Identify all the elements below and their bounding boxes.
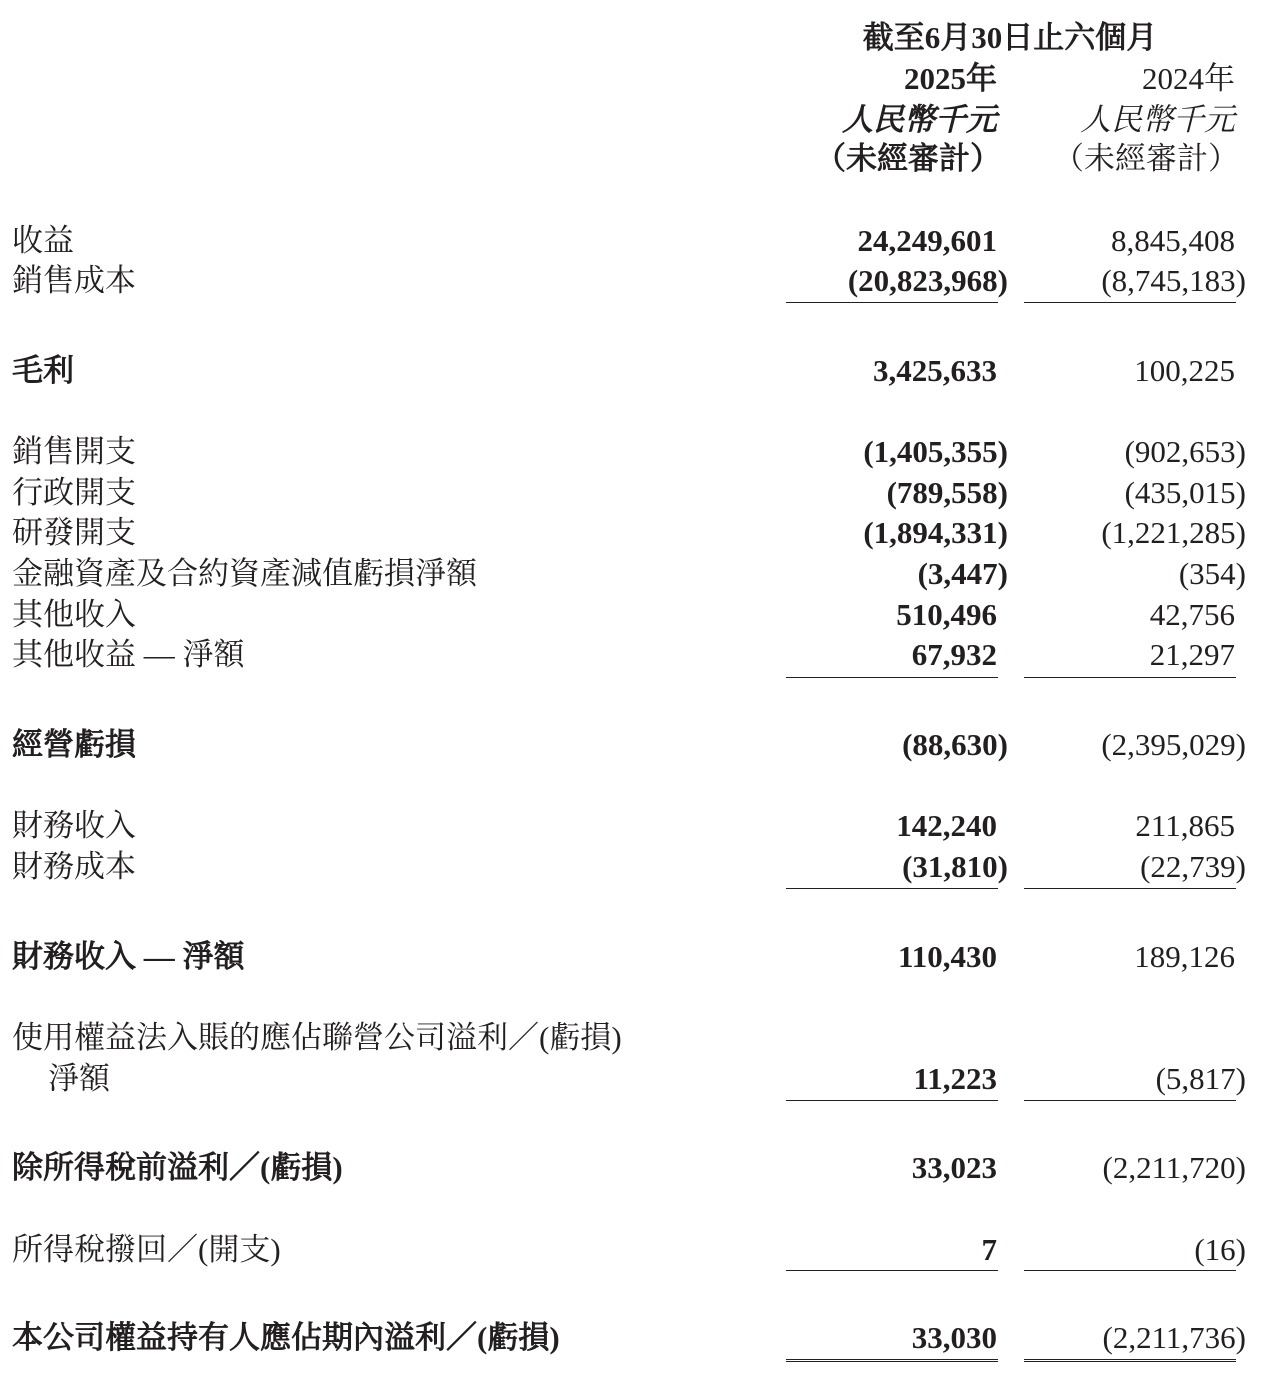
total-double-rule-2025 xyxy=(786,1359,998,1365)
row-label-share-of-associates: 使用權益法入賬的應佔聯營公司溢利／(虧損) xyxy=(12,1020,622,1055)
value-2024-impairment-losses: (354) xyxy=(1178,556,1246,591)
value-2025-profit-for-period: 33,030 xyxy=(911,1320,997,1355)
value-2024-finance-costs: (22,739) xyxy=(1140,849,1246,884)
value-2025-finance-income: 142,240 xyxy=(896,808,997,843)
value-2025-other-gains-net: 67,932 xyxy=(911,637,997,672)
value-2025-admin-expenses: (789,558) xyxy=(886,475,1008,510)
value-2024-finance-income: 211,865 xyxy=(1135,808,1235,843)
row-label-impairment-losses: 金融資產及合約資產減值虧損淨額 xyxy=(12,556,477,591)
value-2025-gross-profit: 3,425,633 xyxy=(873,353,997,388)
col-2024-note: （未經審計） xyxy=(1053,141,1239,176)
value-2025-rnd-expenses: (1,894,331) xyxy=(863,515,1008,550)
value-2024-gross-profit: 100,225 xyxy=(1134,353,1235,388)
row-label-revenue: 收益 xyxy=(12,223,74,258)
row-label-profit-for-period: 本公司權益持有人應佔期內溢利／(虧損) xyxy=(12,1320,560,1355)
value-2024-profit-before-tax: (2,211,720) xyxy=(1102,1150,1246,1185)
col-2024-year: 2024年 xyxy=(1142,61,1235,96)
value-2025-operating-loss: (88,630) xyxy=(902,727,1008,762)
value-2025-other-income: 510,496 xyxy=(896,597,997,632)
value-2024-selling-expenses: (902,653) xyxy=(1124,434,1246,469)
col-2024-currency: 人民幣千元 xyxy=(1080,102,1235,137)
subtotal-rule-2025 xyxy=(786,1270,998,1271)
subtotal-rule-2024 xyxy=(1024,1100,1236,1101)
value-2025-profit-before-tax: 33,023 xyxy=(911,1150,997,1185)
col-2025-currency: 人民幣千元 xyxy=(842,102,997,137)
row-label-finance-income-net: 財務收入 — 淨額 xyxy=(12,939,245,974)
value-2025-selling-expenses: (1,405,355) xyxy=(863,434,1008,469)
value-2025-finance-costs: (31,810) xyxy=(902,849,1008,884)
row-label-other-gains-net: 其他收益 — 淨額 xyxy=(12,637,245,672)
subtotal-rule-2025 xyxy=(786,677,998,678)
subtotal-rule-2024 xyxy=(1024,1270,1236,1271)
subtotal-rule-2025 xyxy=(786,1100,998,1101)
value-2024-revenue: 8,845,408 xyxy=(1111,223,1235,258)
row-label-admin-expenses: 行政開支 xyxy=(12,475,136,510)
value-2024-other-gains-net: 21,297 xyxy=(1149,637,1235,672)
value-2024-cost-of-sales: (8,745,183) xyxy=(1101,263,1246,298)
subtotal-rule-2024 xyxy=(1024,677,1236,678)
row-label-operating-loss: 經營虧損 xyxy=(12,727,136,762)
value-2025-finance-income-net: 110,430 xyxy=(897,939,997,974)
row-label-finance-income: 財務收入 xyxy=(12,808,136,843)
row-label-selling-expenses: 銷售開支 xyxy=(12,434,136,469)
value-2024-admin-expenses: (435,015) xyxy=(1124,475,1246,510)
row-label-finance-costs: 財務成本 xyxy=(12,849,136,884)
value-2025-revenue: 24,249,601 xyxy=(857,223,997,258)
value-2025-income-tax: 7 xyxy=(981,1232,997,1267)
value-2025-impairment-losses: (3,447) xyxy=(917,556,1008,591)
value-2024-rnd-expenses: (1,221,285) xyxy=(1101,515,1246,550)
subtotal-rule-2025 xyxy=(786,888,998,889)
subtotal-rule-2025 xyxy=(786,302,998,303)
value-2024-other-income: 42,756 xyxy=(1149,597,1235,632)
row-label-cost-of-sales: 銷售成本 xyxy=(12,263,136,298)
row-label-income-tax: 所得稅撥回／(開支) xyxy=(12,1232,281,1267)
col-2025-year: 2025年 xyxy=(904,61,997,96)
row-label-other-income: 其他收入 xyxy=(12,597,136,632)
period-header: 截至6月30日止六個月 xyxy=(862,20,1158,55)
value-2024-finance-income-net: 189,126 xyxy=(1134,939,1235,974)
total-double-rule-2024 xyxy=(1024,1359,1236,1365)
value-2024-profit-for-period: (2,211,736) xyxy=(1102,1320,1246,1355)
col-2025-note: （未經審計） xyxy=(815,141,1001,176)
subtotal-rule-2024 xyxy=(1024,888,1236,889)
row-label-rnd-expenses: 研發開支 xyxy=(12,515,136,550)
value-2024-operating-loss: (2,395,029) xyxy=(1101,727,1246,762)
value-2025-cost-of-sales: (20,823,968) xyxy=(847,263,1008,298)
row-label-profit-before-tax: 除所得稅前溢利／(虧損) xyxy=(12,1150,343,1185)
value-2025-share-of-associates: 11,223 xyxy=(913,1061,997,1096)
row-label-gross-profit: 毛利 xyxy=(12,353,74,388)
subtotal-rule-2024 xyxy=(1024,302,1236,303)
row-label-share-of-associates-line2: 淨額 xyxy=(48,1061,110,1096)
value-2024-share-of-associates: (5,817) xyxy=(1155,1061,1246,1096)
value-2024-income-tax: (16) xyxy=(1194,1232,1246,1267)
